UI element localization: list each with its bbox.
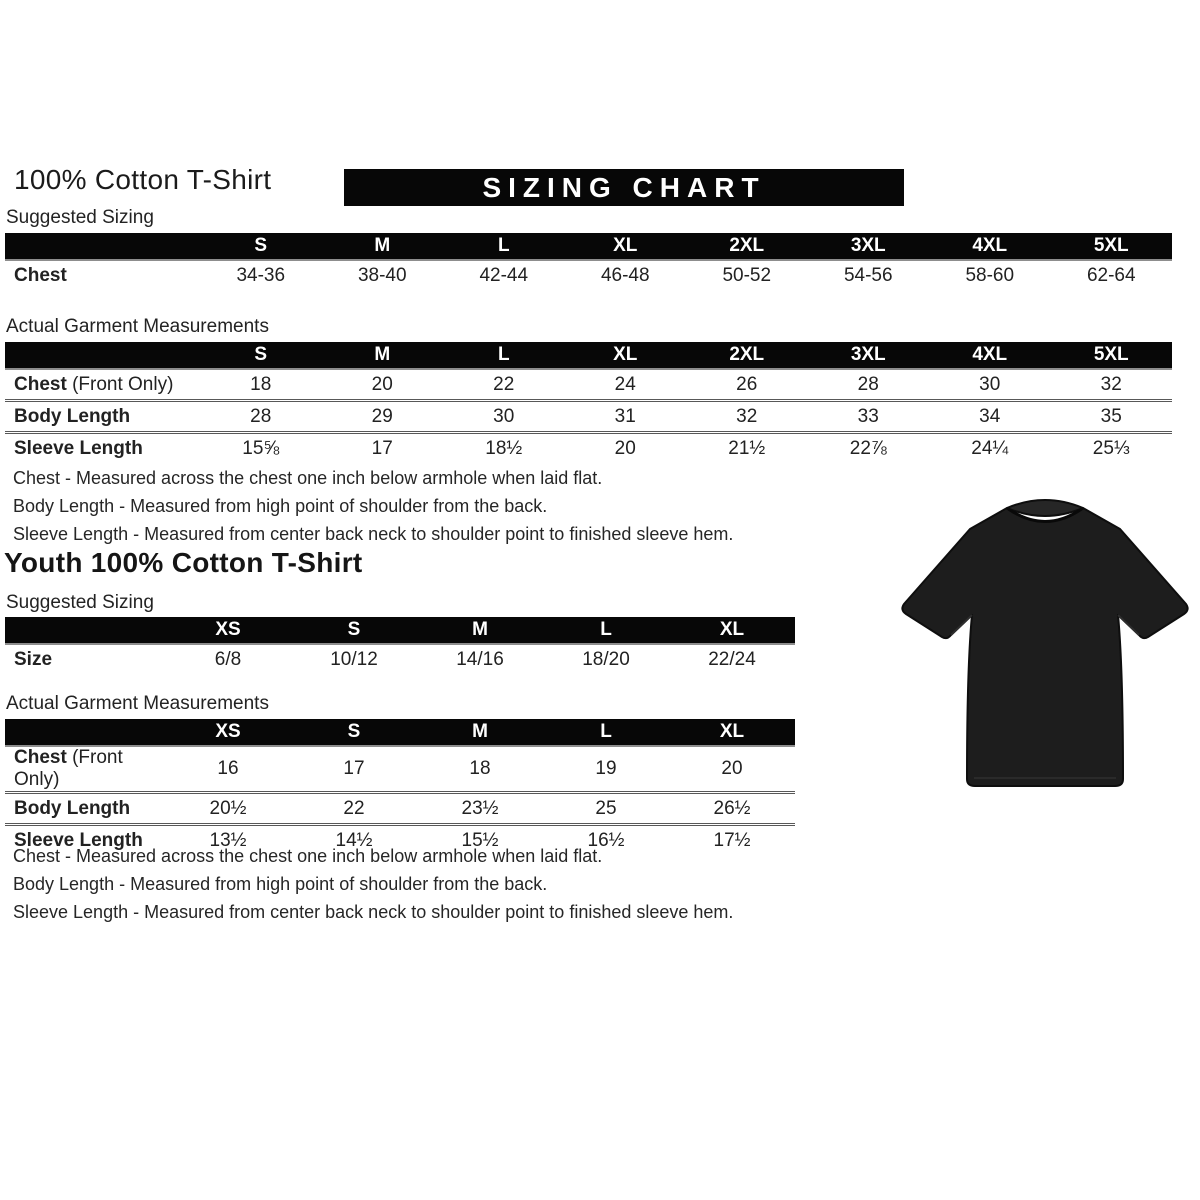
- cell: 26½: [713, 797, 751, 819]
- col-header: L: [543, 617, 669, 644]
- corner-cell: [5, 719, 165, 746]
- cell: 20: [371, 373, 393, 395]
- sizing-chart-banner-text: SIZING CHART: [482, 171, 766, 203]
- cell: 35: [1100, 405, 1122, 427]
- youth-measurements-table: [5, 719, 795, 855]
- col-header: XS: [165, 617, 291, 644]
- cell: 34: [979, 405, 1001, 427]
- table-row-chest: [5, 746, 795, 793]
- cell: 20: [721, 758, 743, 779]
- cell: 58-60: [965, 264, 1015, 286]
- col-header: S: [291, 617, 417, 644]
- col-header: XL: [669, 617, 795, 644]
- cell: 22/24: [708, 648, 756, 670]
- cell: 20: [614, 437, 636, 459]
- cell: 30: [979, 373, 1001, 395]
- col-header: L: [543, 719, 669, 746]
- cell: 31: [614, 405, 636, 427]
- sizing-chart-banner: [344, 169, 904, 206]
- row-label: Size: [14, 648, 53, 670]
- cell: 22: [493, 373, 515, 395]
- col-header: XS: [165, 719, 291, 746]
- row-label: Chest: [14, 264, 67, 286]
- row-label: Body Length: [14, 405, 131, 427]
- cell: 10/12: [330, 648, 378, 670]
- note-sleeve-length: Sleeve Length - Measured from center back neck to shoulder point to finished sleeve hem.: [13, 902, 734, 922]
- cell: 28: [857, 373, 879, 395]
- cell: 15½: [461, 829, 499, 851]
- adult-measurements-table: [5, 342, 1172, 463]
- cell: 26: [736, 373, 758, 395]
- cell: 18: [469, 758, 491, 779]
- corner-cell: [5, 342, 200, 369]
- cell: 16: [217, 758, 239, 779]
- col-header: L: [443, 342, 565, 369]
- cell: 17: [343, 758, 365, 779]
- cell: 54-56: [843, 264, 893, 286]
- youth-suggested-label: Suggested Sizing: [6, 592, 154, 613]
- row-label: Chest (Front Only): [14, 747, 123, 790]
- youth-section-title: Youth 100% Cotton T-Shirt: [4, 547, 363, 578]
- cell: 23½: [461, 797, 499, 819]
- adult-suggested-label: Suggested Sizing: [6, 207, 154, 228]
- col-header: 4XL: [929, 233, 1051, 260]
- col-header: M: [322, 233, 444, 260]
- cell: 17½: [713, 829, 751, 851]
- cell: 30: [493, 405, 515, 427]
- table-row-chest: [5, 260, 1172, 290]
- cell: 21½: [728, 437, 766, 459]
- note-sleeve-length: Sleeve Length - Measured from center back neck to shoulder point to finished sleeve hem.: [13, 524, 734, 544]
- note-chest: Chest - Measured across the chest one inch below armhole when laid flat.: [13, 846, 603, 866]
- table-row-body-length: [5, 793, 795, 825]
- col-header: 3XL: [808, 233, 930, 260]
- cell: 14½: [335, 829, 373, 851]
- row-label: Chest (Front Only): [14, 373, 174, 395]
- cell: 46-48: [600, 264, 650, 286]
- col-header: 2XL: [686, 342, 808, 369]
- adult-suggested-table: [5, 233, 1172, 290]
- cell: 13½: [209, 829, 247, 851]
- cell: 24: [614, 373, 636, 395]
- table-row-sleeve-length: [5, 433, 1172, 464]
- youth-measurements-header-row: [5, 719, 795, 746]
- corner-cell: [5, 233, 200, 260]
- table-row-chest: [5, 369, 1172, 401]
- note-body-length: Body Length - Measured from high point of shoulder from the back.: [13, 496, 548, 516]
- cell: 62-64: [1086, 264, 1136, 286]
- col-header: XL: [565, 233, 687, 260]
- black-tshirt-svg: [894, 488, 1196, 804]
- cell: 14/16: [456, 648, 504, 670]
- cell: 32: [1100, 373, 1122, 395]
- note-chest: Chest - Measured across the chest one inch below armhole when laid flat.: [13, 468, 603, 488]
- cell: 28: [250, 405, 272, 427]
- col-header: M: [417, 719, 543, 746]
- adult-measurement-notes: [13, 464, 733, 548]
- cell: 18½: [485, 437, 523, 459]
- cell: 33: [857, 405, 879, 427]
- table-row-size: [5, 644, 795, 674]
- col-header: M: [417, 617, 543, 644]
- adult-suggested-header-row: [5, 233, 1172, 260]
- col-header: 5XL: [1051, 342, 1173, 369]
- youth-suggested-header-row: [5, 617, 795, 644]
- col-header: M: [322, 342, 444, 369]
- black-tshirt-image: [894, 488, 1196, 804]
- cell: 16½: [587, 829, 625, 851]
- col-header: XL: [565, 342, 687, 369]
- cell: 29: [371, 405, 393, 427]
- note-body-length: Body Length - Measured from high point of shoulder from the back.: [13, 874, 548, 894]
- cell: 18/20: [582, 648, 630, 670]
- cell: 38-40: [357, 264, 407, 286]
- col-header: 3XL: [808, 342, 930, 369]
- cell: 22: [343, 797, 365, 819]
- cell: 6/8: [214, 648, 242, 670]
- row-label: Sleeve Length: [14, 829, 143, 851]
- cell: 20½: [209, 797, 247, 819]
- col-header: 5XL: [1051, 233, 1173, 260]
- adult-measurements-header-row: [5, 342, 1172, 369]
- col-header: S: [200, 342, 322, 369]
- col-header: S: [200, 233, 322, 260]
- page-title: 100% Cotton T-Shirt: [14, 164, 272, 195]
- cell: 17: [371, 437, 393, 459]
- col-header: 4XL: [929, 342, 1051, 369]
- cell: 25⅓: [1092, 437, 1130, 459]
- col-header: S: [291, 719, 417, 746]
- youth-measurement-notes: [13, 842, 733, 926]
- cell: 24¼: [971, 437, 1009, 459]
- cell: 42-44: [479, 264, 529, 286]
- col-header: 2XL: [686, 233, 808, 260]
- youth-suggested-table: [5, 617, 795, 674]
- cell: 32: [736, 405, 758, 427]
- youth-measurements-label: Actual Garment Measurements: [6, 693, 269, 714]
- col-header: XL: [669, 719, 795, 746]
- col-header: L: [443, 233, 565, 260]
- table-row-body-length: [5, 401, 1172, 433]
- cell: 19: [595, 758, 617, 779]
- cell: 34-36: [236, 264, 286, 286]
- row-label: Body Length: [14, 797, 131, 819]
- corner-cell: [5, 617, 165, 644]
- adult-measurements-label: Actual Garment Measurements: [6, 316, 269, 337]
- cell: 18: [250, 373, 272, 395]
- row-label: Sleeve Length: [14, 437, 143, 459]
- cell: 25: [595, 797, 617, 819]
- cell: 22⅞: [849, 437, 887, 459]
- cell: 50-52: [722, 264, 772, 286]
- cell: 15⅝: [242, 437, 280, 459]
